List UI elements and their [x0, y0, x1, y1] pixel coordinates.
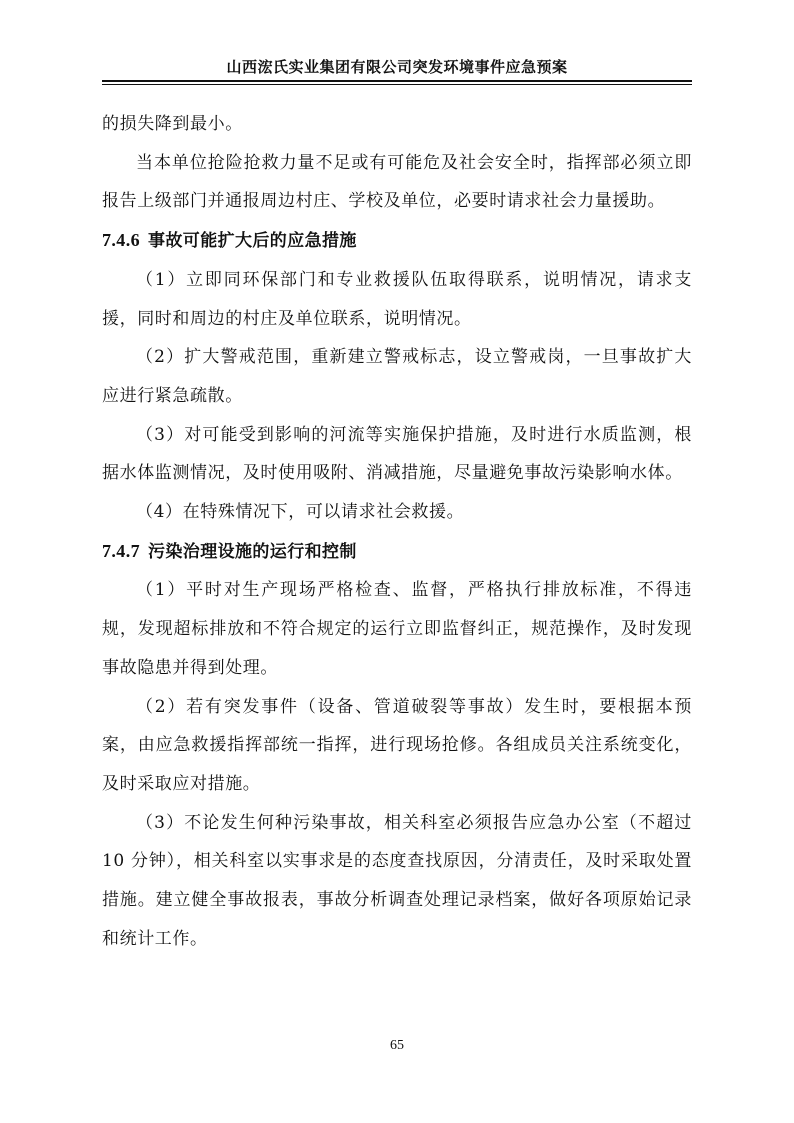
header-rule-thin: [102, 84, 692, 85]
header-rule-thick: [102, 80, 692, 82]
page-number: 65: [390, 1038, 404, 1053]
section-title: 污染治理设施的运行和控制: [148, 541, 357, 562]
section-number: 7.4.7: [102, 540, 140, 561]
list-item: （1）立即同环保部门和专业救援队伍取得联系，说明情况，请求支援，同时和周边的村庄及单位联系，说明情况。: [102, 269, 692, 329]
list-item: （1）平时对生产现场严格检查、监督，严格执行排放标准，不得违规，发现超标排放和不符合规定的运行立即监督纠正，规范操作，及时发现事故隐患并得到处理。: [102, 580, 692, 678]
page-header-title: 山西浤氏实业集团有限公司突发环境事件应急预案: [226, 58, 568, 76]
section-number: 7.4.6: [102, 230, 140, 251]
list-item: （4）在特殊情况下，可以请求社会救援。: [136, 502, 465, 523]
list-item: （2）扩大警戒范围，重新建立警戒标志，设立警戒岗，一旦事故扩大应进行紧急疏散。: [102, 347, 692, 406]
section-heading-7-4-7: [102, 532, 692, 572]
section-title: 事故可能扩大后的应急措施: [148, 231, 357, 252]
list-item: （3）不论发生何种污染事故，相关科室必须报告应急办公室（不超过 10 分钟），相关科室以实事求是的态度查找原因，分清责任，及时采取处置措施。建立健全事故报表，事故分析调查处理记录档案，做好各项原始记录和统计工作。: [102, 812, 692, 949]
paragraph-external-assistance: 当本单位抢险抢救力量不足或有可能危及社会安全时，指挥部必须立即报告上级部门并通报周边村庄、学校及单位，必要时请求社会力量援助。: [102, 152, 692, 212]
section-heading-7-4-6: [102, 221, 692, 261]
paragraph-continuation: 的损失降到最小。: [102, 114, 243, 134]
document-body: [102, 105, 692, 958]
list-item: （3）对可能受到影响的河流等实施保护措施，及时进行水质监测，根据水体监测情况，及时使用吸附、消减措施，尽量避免事故污染影响水体。: [102, 424, 692, 484]
list-item: （2）若有突发事件（设备、管道破裂等事故）发生时，要根据本预案，由应急救援指挥部统一指挥，进行现场抢修。各组成员关注系统变化，及时采取应对措施。: [102, 696, 692, 794]
